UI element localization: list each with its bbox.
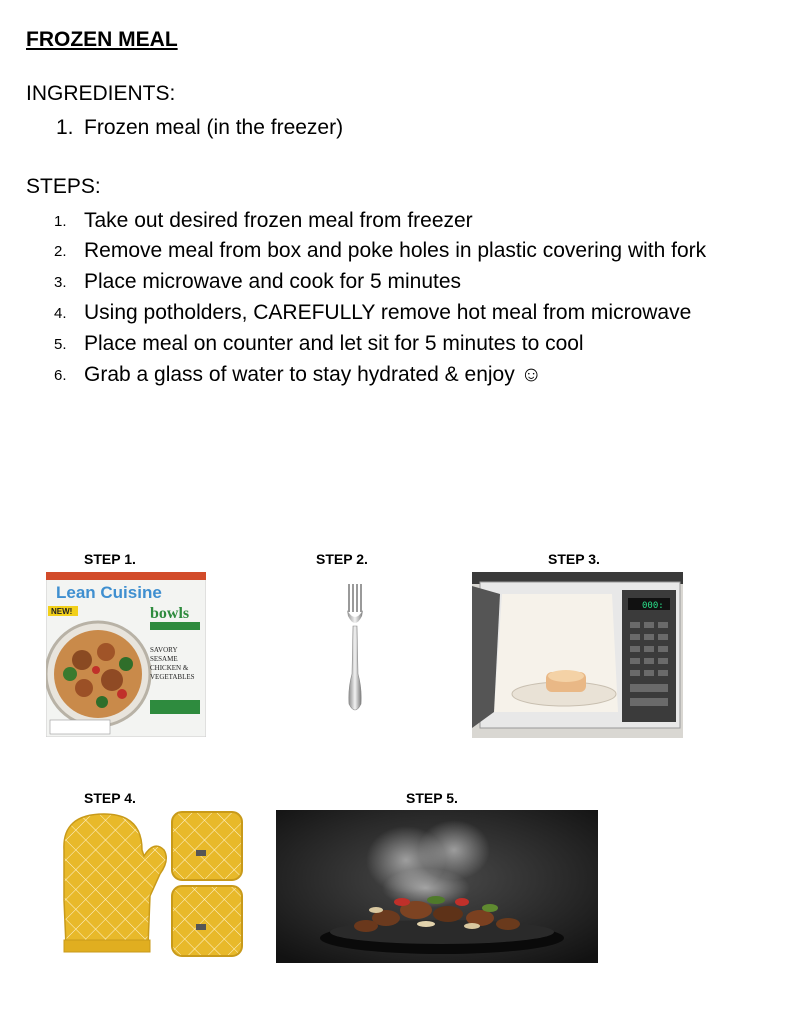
potholders-image (56, 810, 246, 962)
frozen-meal-box-image (46, 572, 206, 737)
step-text: Using potholders, CAREFULLY remove hot meal from microwave (84, 301, 692, 324)
list-item (0, 359, 754, 390)
fork-image (338, 582, 372, 716)
list-number: 1. (56, 116, 74, 139)
list-item (0, 328, 754, 359)
list-item (0, 205, 754, 236)
list-item (0, 236, 754, 266)
svg-text:CHICKEN &: CHICKEN & (150, 664, 189, 672)
step-text: Grab a glass of water to stay hydrated & enjoy ☺ (84, 363, 543, 386)
page-title: FROZEN MEAL (26, 28, 178, 51)
list-number: 3. (54, 274, 67, 291)
svg-text:SAVORY: SAVORY (150, 646, 178, 654)
list-number: 5. (54, 336, 67, 353)
steps-heading: STEPS: (26, 175, 101, 198)
list-item (0, 112, 754, 143)
list-number: 1. (54, 213, 67, 230)
list-number: 2. (54, 243, 67, 260)
brand-logo-text: Lean Cuisine (56, 583, 162, 602)
steps-list (0, 205, 754, 390)
list-number: 4. (54, 305, 67, 322)
list-number: 6. (54, 367, 67, 384)
step-1-caption: STEP 1. (84, 551, 136, 567)
step-text: Place microwave and cook for 5 minutes (84, 270, 462, 293)
step-text: Place meal on counter and let sit for 5 minutes to cool (84, 332, 584, 355)
new-badge-text: NEW! (51, 607, 73, 616)
bowls-text: bowls (150, 605, 190, 622)
step-4-caption: STEP 4. (84, 790, 136, 806)
svg-text:SESAME: SESAME (150, 655, 178, 663)
step-text: Remove meal from box and poke holes in plastic covering with fork (84, 239, 707, 262)
step-text: Take out desired frozen meal from freezer (84, 209, 473, 232)
step-5-caption: STEP 5. (406, 790, 458, 806)
microwave-display: 000: (642, 601, 664, 611)
svg-text:VEGETABLES: VEGETABLES (150, 673, 195, 681)
step-2-caption: STEP 2. (316, 551, 368, 567)
list-item (0, 297, 754, 328)
step-3-caption: STEP 3. (548, 551, 600, 567)
hot-meal-image (276, 810, 598, 963)
list-item (0, 266, 754, 297)
ingredients-heading: INGREDIENTS: (26, 82, 176, 105)
ingredient-text: Frozen meal (in the freezer) (84, 116, 344, 139)
microwave-image (472, 572, 683, 738)
ingredients-list (0, 112, 754, 143)
